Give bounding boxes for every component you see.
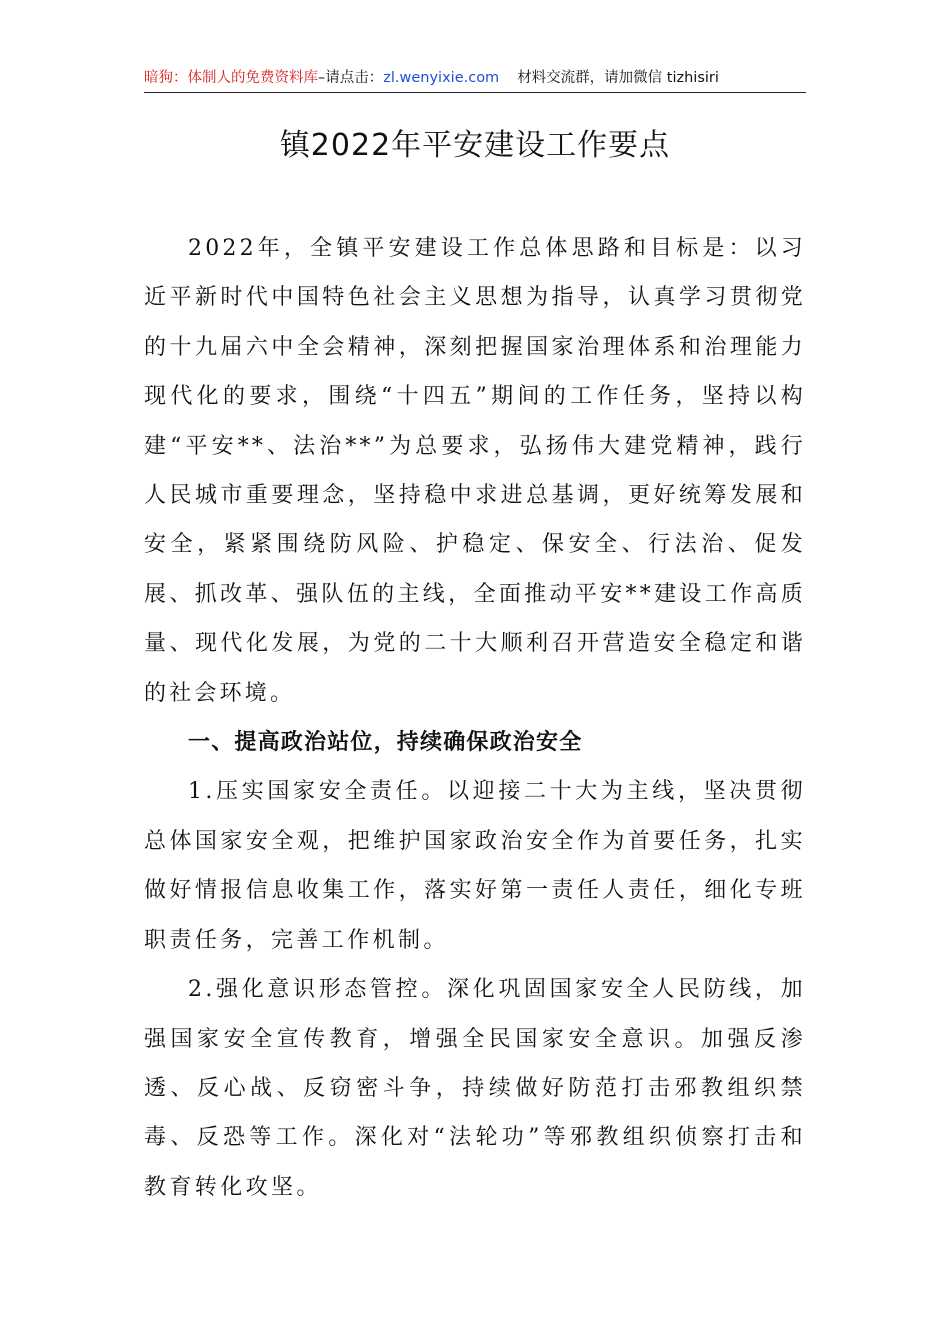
header-ad-prompt: –请点击：	[318, 70, 384, 86]
section-heading-1: 一、提高政治站位，持续确保政治安全	[188, 730, 583, 756]
document-title: 镇2022年平安建设工作要点	[279, 128, 671, 163]
header-divider	[144, 92, 806, 93]
document-body	[144, 224, 806, 1212]
item-paragraph-2: 2.强化意识形态管控。深化巩固国家安全人民防线，加强国家安全宣传教育，增强全民国家安全意识。加强反渗透、反心战、反窃密斗争，持续做好防范打击邪教组织禁毒、反恐等工作。深化对“法轮功”等邪教组织侦察打击和教育转化攻坚。	[144, 977, 806, 1200]
header-banner	[144, 66, 806, 90]
intro-paragraph: 2022年，全镇平安建设工作总体思路和目标是：以习近平新时代中国特色社会主义思想为指导，认真学习贯彻党的十九届六中全会精神，深刻把握国家治理体系和治理能力现代化的要求，围绕“十四五”期间的工作任务，坚持以构建“平安**、法治**”为总要求，弘扬伟大建党精神，践行人民城市重要理念，坚持稳中求进总基调，更好统筹发展和安全，紧紧围绕防风险、护稳定、保安全、行法治、促发展、抓改革、强队伍的主线，全面推动平安**建设工作高质量、现代化发展，为党的二十大顺利召开营造安全稳定和谐的社会环境。	[144, 236, 806, 706]
header-ad-link[interactable]: zl.wenyixie.com	[383, 70, 500, 86]
header-ad-wechat: 材料交流群，请加微信 tizhisiri	[517, 70, 719, 86]
item-paragraph-1: 1.压实国家安全责任。以迎接二十大为主线，坚决贯彻总体国家安全观，把维护国家政治安全作为首要任务，扎实做好情报信息收集工作，落实好第一责任人责任，细化专班职责任务，完善工作机制。	[144, 779, 806, 953]
header-ad-title: 暗狗：体制人的免费资料库	[144, 70, 318, 86]
